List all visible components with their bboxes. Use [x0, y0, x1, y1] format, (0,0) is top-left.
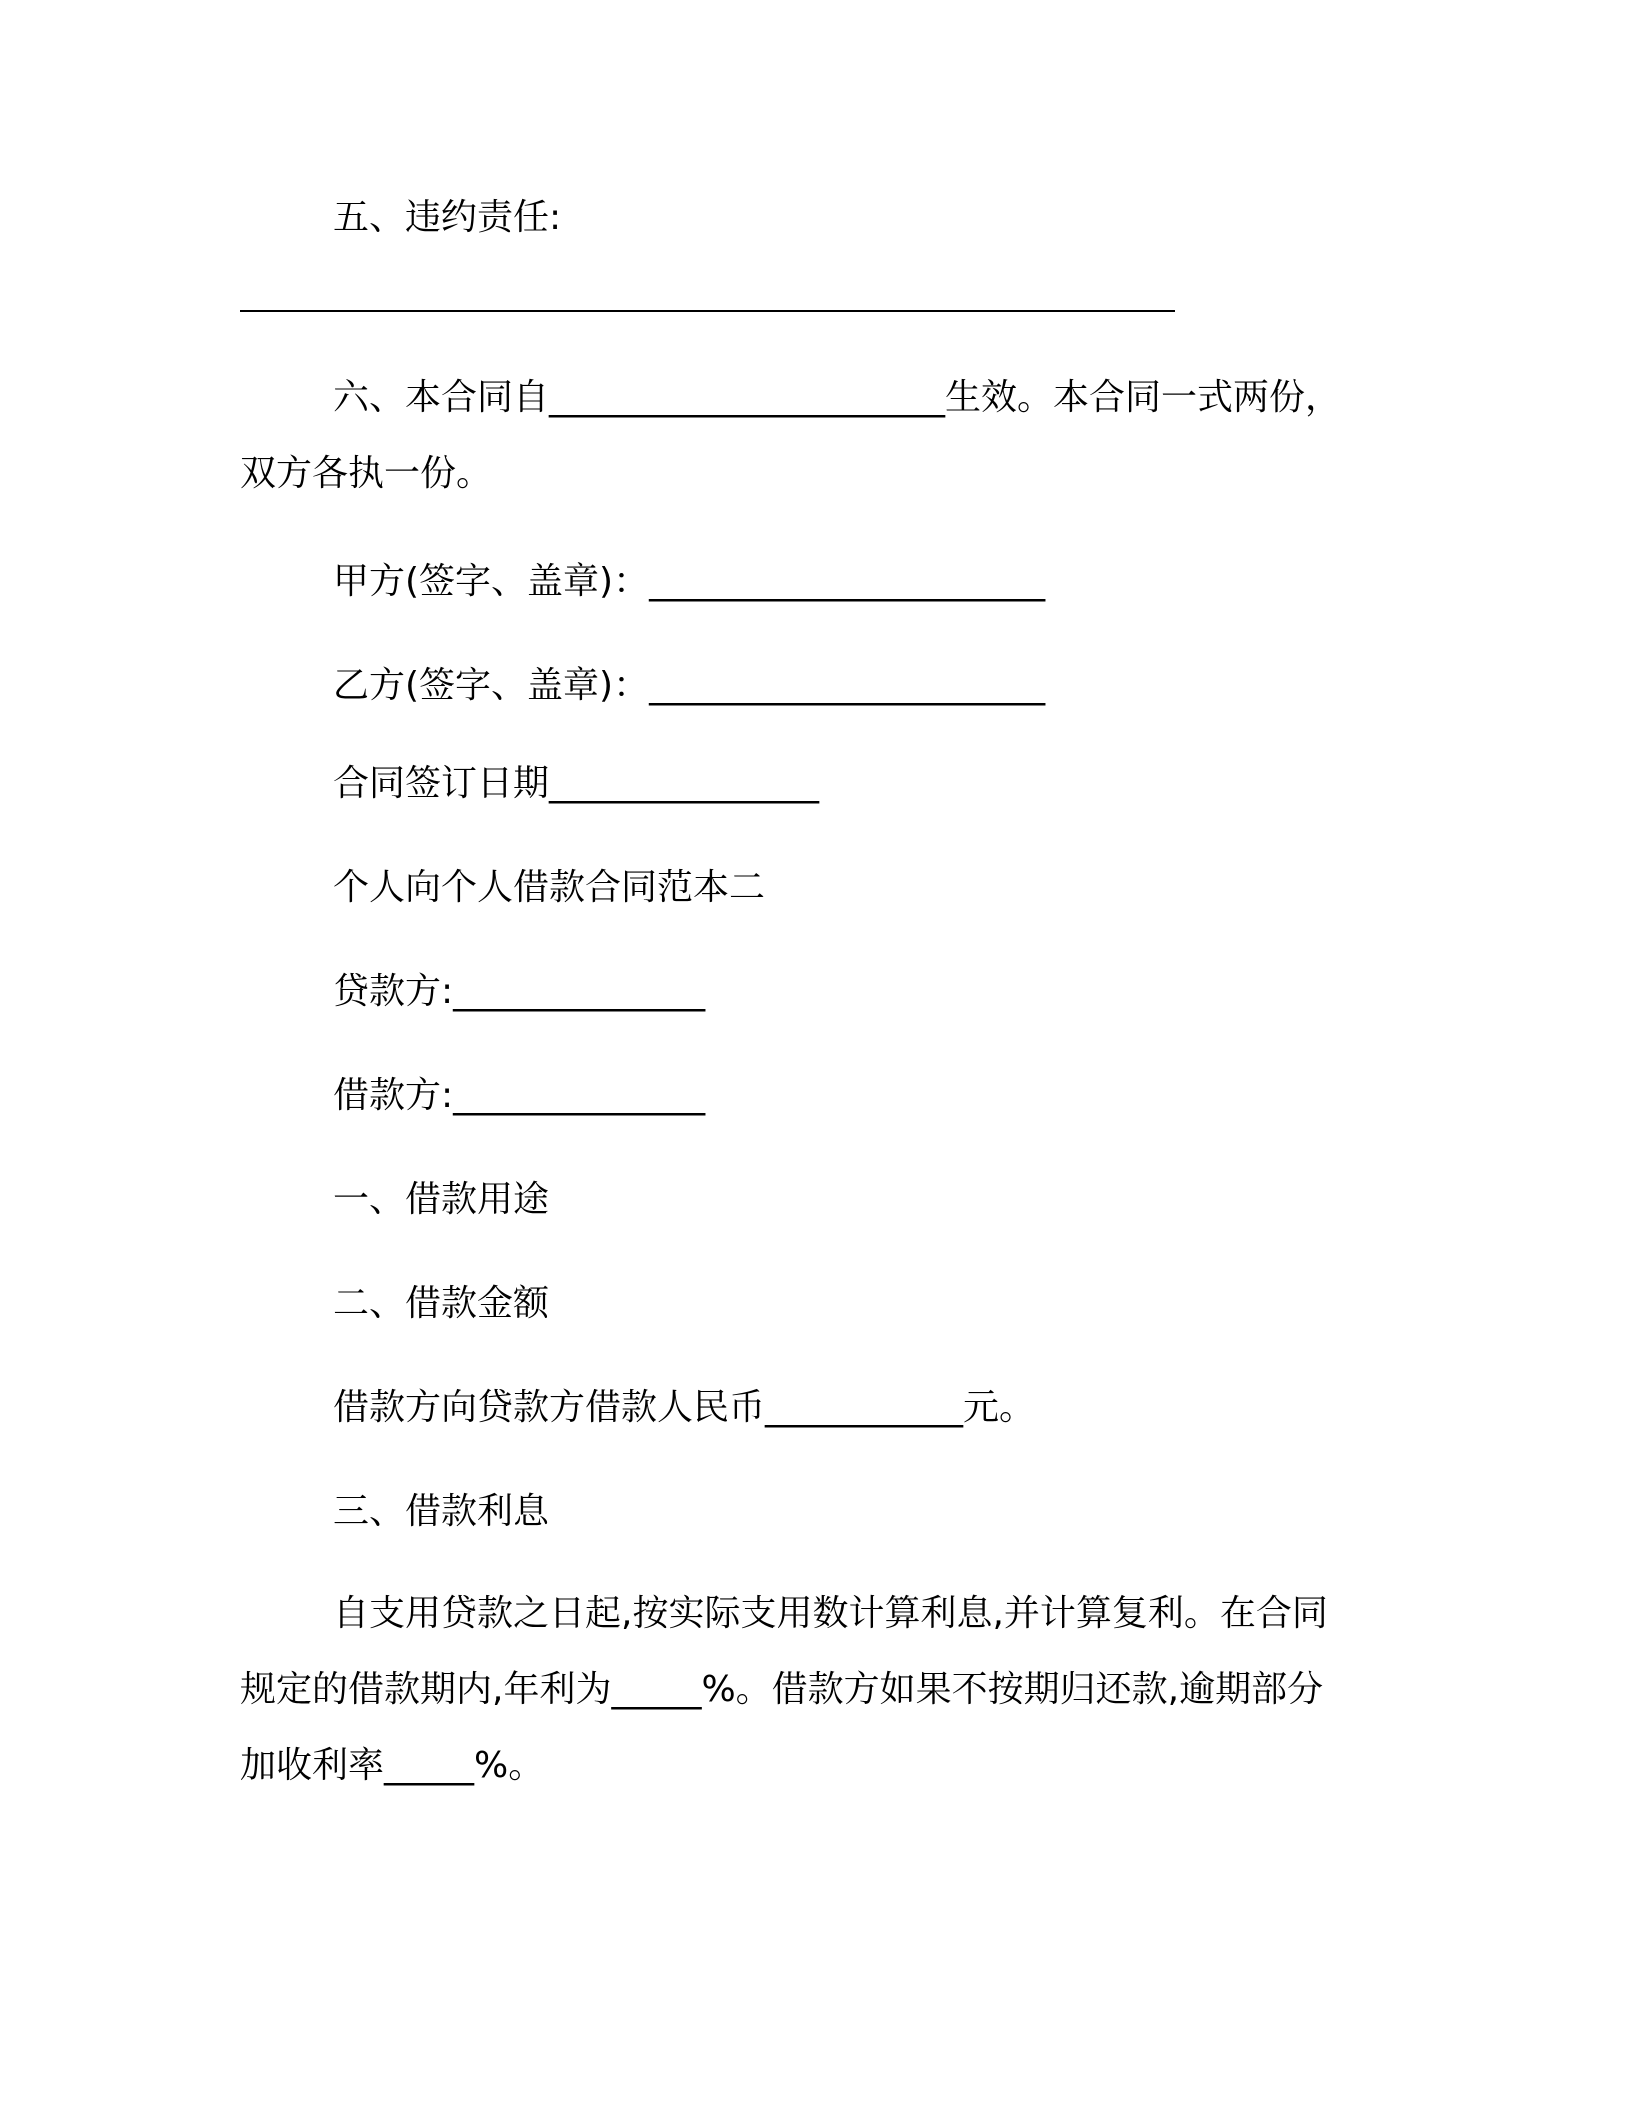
- clause2-text: 借款方向贷款方借款人民币___________元。: [333, 1387, 1036, 1428]
- signing-date: 合同签订日期_______________: [333, 763, 820, 804]
- section5-heading: 五、违约责任:: [333, 197, 562, 238]
- section6-line-1: 六、本合同自______________________生效。本合同一式两份，: [333, 377, 1342, 418]
- party-a-signature: 甲方(签字、盖章)：______________________: [333, 561, 1046, 602]
- section6-line-2: 双方各执一份。: [240, 453, 493, 494]
- clause3-line-3: 加收利率_____%。: [240, 1745, 545, 1786]
- clause3-heading: 三、借款利息: [333, 1491, 550, 1532]
- clause3-line-2: 规定的借款期内,年利为_____%。借款方如果不按期归还款,逾期部分: [240, 1669, 1324, 1710]
- clause2-heading: 二、借款金额: [333, 1283, 550, 1324]
- clause3-line-1: 自支用贷款之日起,按实际支用数计算利息,并计算复利。在合同: [333, 1593, 1328, 1634]
- template2-title: 个人向个人借款合同范本二: [333, 867, 766, 908]
- party-b-signature: 乙方(签字、盖章)：______________________: [333, 665, 1046, 706]
- section5-blank-line: [240, 310, 1175, 312]
- lender-field: 贷款方:______________: [333, 971, 706, 1012]
- borrower-field: 借款方:______________: [333, 1075, 706, 1116]
- clause1-heading: 一、借款用途: [333, 1179, 550, 1220]
